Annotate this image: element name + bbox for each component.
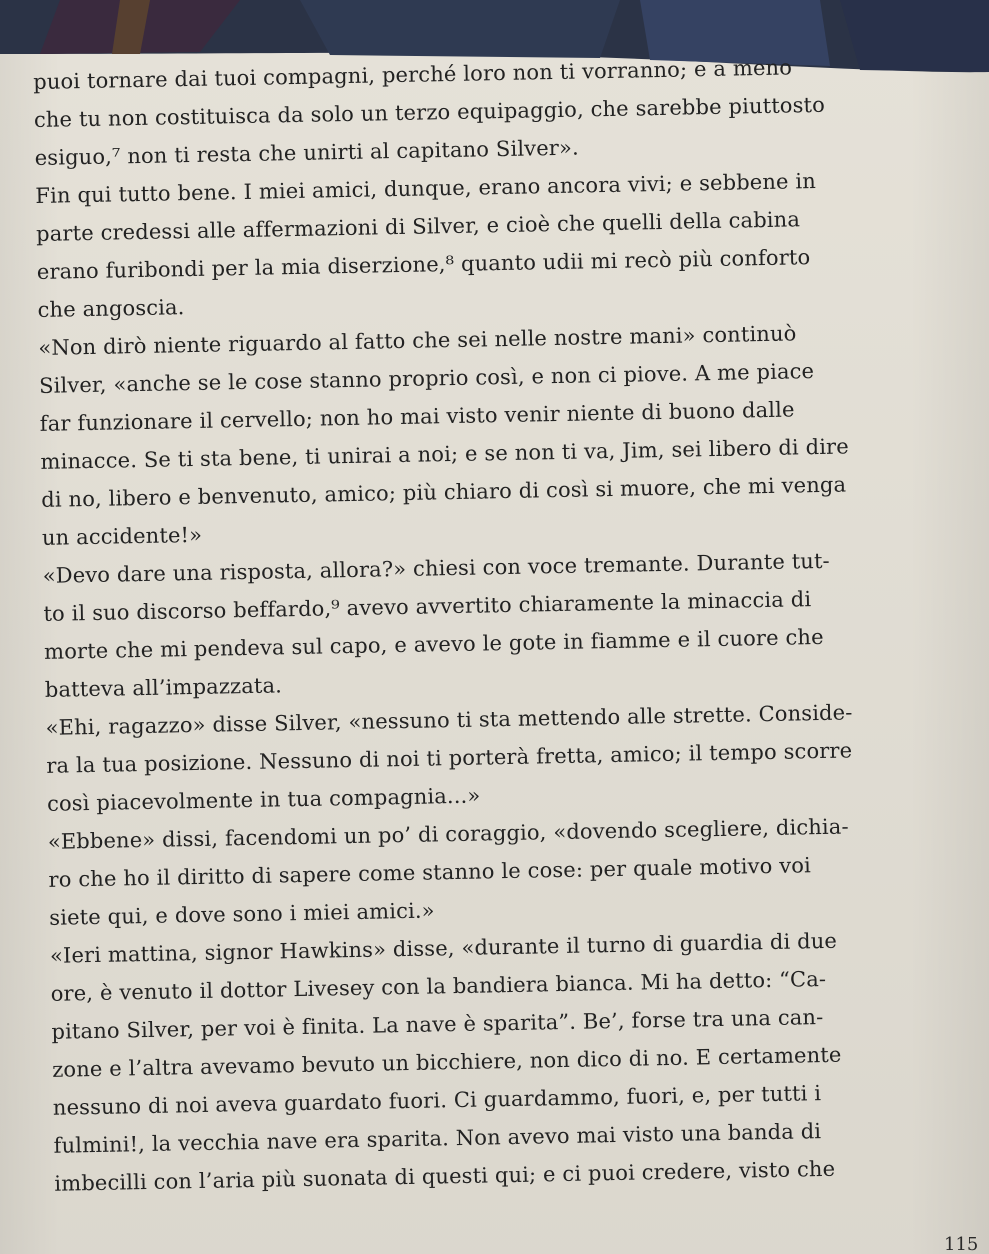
text-line: «Ebbene» dissi, facendomi un po’ di coraggio, «dovendo scegliere, dichia-: [47, 814, 849, 854]
text-line: esiguo,⁷ non ti resta che unirti al capitano Silver».: [34, 135, 580, 170]
text-line: erano furibondi per la mia diserzione,⁸ quanto udii mi recò più conforto: [36, 245, 811, 284]
text-line: minacce. Se ti sta bene, ti unirai a noi; e se non ti va, Jim, sei libero di dire: [40, 434, 850, 474]
text-line: Silver, «anche se le cose stanno proprio così, e non ci piove. A me piace: [38, 359, 815, 398]
text-line: fulmini!, la vecchia nave era sparita. Non avevo mai visto una banda di: [53, 1119, 822, 1158]
text-line: morte che mi pendeva sul capo, e avevo le gote in fiamme e il cuore che: [43, 624, 824, 664]
page-number: 115: [944, 1234, 979, 1254]
text-line: di no, libero e benvenuto, amico; più chiaro di così si muore, che mi venga: [41, 472, 847, 512]
text-line: «Ieri mattina, signor Hawkins» disse, «durante il turno di guardia di due: [49, 928, 838, 968]
text-line: siete qui, e dove sono i miei amici.»: [49, 898, 435, 930]
text-line: imbecilli con l’aria più suonata di questi qui; e ci puoi credere, visto che: [54, 1156, 836, 1196]
text-line: «Devo dare una risposta, allora?» chiesi con voce tremante. Durante tut-: [42, 548, 831, 588]
text-line: far funzionare il cervello; non ho mai visto venir niente di buono dalle: [39, 397, 795, 436]
text-line: ra la tua posizione. Nessuno di noi ti porterà fretta, amico; il tempo scorre: [46, 738, 853, 778]
text-line: che tu non costituisca da solo un terzo equipaggio, che sarebbe piuttosto: [33, 92, 826, 132]
text-line: ore, è venuto il dottor Livesey con la bandiera bianca. Mi ha detto: “Ca-: [50, 966, 827, 1006]
text-line: che angoscia.: [37, 295, 185, 322]
text-line: così piacevolmente in tua compagnia...»: [46, 783, 481, 816]
text-line: «Non dirò niente riguardo al fatto che sei nelle nostre mani» continuò: [38, 321, 797, 360]
text-line: un accidente!»: [41, 522, 203, 550]
text-line: «Ehi, ragazzo» disse Silver, «nessuno ti sta mettendo alle strette. Conside-: [45, 700, 853, 740]
text-line: batteva all’impazzata.: [44, 673, 283, 702]
text-line: nessuno di noi aveva guardato fuori. Ci guardammo, fuori, e, per tutti i: [52, 1081, 822, 1120]
text-line: parte credessi alle affermazioni di Silver, e cioè che quelli della cabina: [35, 207, 801, 246]
text-line: zone e l’altra avevamo bevuto un bicchiere, non dico di no. E certamente: [51, 1042, 842, 1082]
text-line: to il suo discorso beffardo,⁹ avevo avvertito chiaramente la minaccia di: [43, 587, 812, 626]
text-line: Fin qui tutto bene. I miei amici, dunque, erano ancora vivi; e sebbene in: [35, 168, 817, 208]
text-line: puoi tornare dai tuoi compagni, perché loro non ti vorranno; e a meno: [33, 55, 793, 94]
text-line: pitano Silver, per voi è finita. La nave è sparita”. Be’, forse tra una can-: [51, 1005, 824, 1044]
text-line: ro che ho il diritto di sapere come stanno le cose: per quale motivo voi: [48, 853, 812, 892]
